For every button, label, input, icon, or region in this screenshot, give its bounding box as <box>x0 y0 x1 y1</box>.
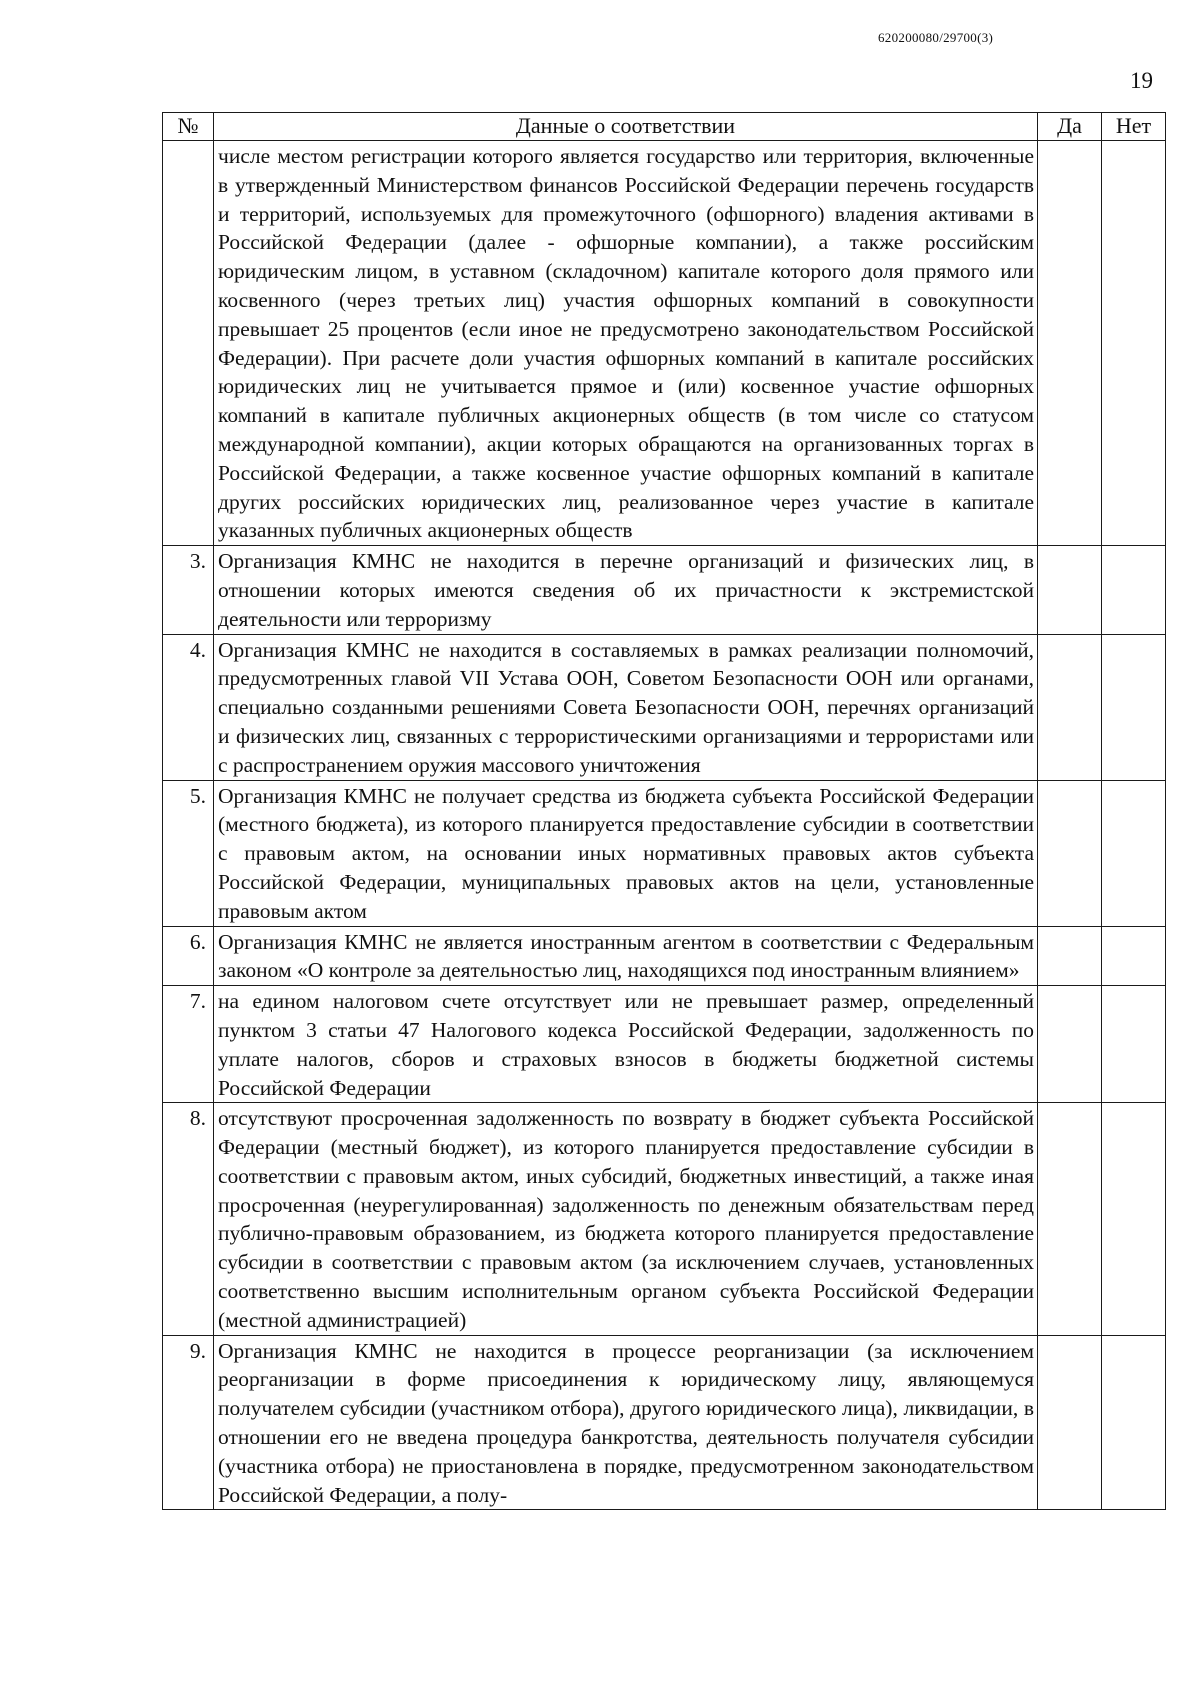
row-text: Организация КМНС не является иностранным агентом в соответствии с Федеральным законом «О контроле за деятельностью лиц, находящихся под иностранным влиянием» <box>214 926 1038 986</box>
yes-cell[interactable] <box>1038 926 1102 986</box>
document-code: 620200080/29700(3) <box>878 30 994 45</box>
row-text: Организация КМНС не находится в составляемых в рамках реализации полномочий, предусмотренных главой VII Устава ООН, Советом Безопасности ООН или органами, специально созданными решениями Совета Безопасности ООН, перечнях организаций и физических лиц, связанных с террористическими организациями и террористами или с распространением оружия массового уничтожения <box>214 634 1038 780</box>
row-number: 9. <box>163 1335 214 1510</box>
row-text: отсутствуют просроченная задолженность по возврату в бюджет субъекта Российской Федерации (местный бюджет), из которого планируется предоставление субсидии в соответствии с правовым актом, иных субсидий, бюджетных инвестиций, а также иная просроченная (неурегулированная) задолженность по денежным обязательствам перед публично-правовым образованием, из бюджета которого планируется предоставление субсидии в соответствии с правовым актом (за исключением случаев, установленных соответственно высшим исполнительным органом субъекта Российской Федерации (местной администрацией) <box>214 1103 1038 1335</box>
yes-cell[interactable] <box>1038 780 1102 926</box>
compliance-table <box>162 112 1166 1510</box>
table-row <box>163 926 1166 986</box>
yes-cell[interactable] <box>1038 634 1102 780</box>
table-row <box>163 634 1166 780</box>
yes-cell[interactable] <box>1038 986 1102 1103</box>
no-cell[interactable] <box>1102 546 1166 634</box>
row-number: 5. <box>163 780 214 926</box>
no-cell[interactable] <box>1102 1103 1166 1335</box>
row-text: числе местом регистрации которого является государство или территория, включенные в утвержденный Министерством финансов Российской Федерации перечень государств и территорий, используемых для промежуточного (офшорного) владения активами в Российской Федерации (далее - офшорные компании), а также российским юридическим лицом, в уставном (складочном) капитале которого доля прямого или косвенного (через третьих лиц) участия офшорных компаний в совокупности превышает 25 процентов (если иное не предусмотрено законодательством Российской Федерации). При расчете доли участия офшорных компаний в капитале российских юридических лиц не учитывается прямое и (или) косвенное участие офшорных компаний в капитале публичных акционерных обществ (в том числе со статусом международной компании), акции которых обращаются на организованных торгах в Российской Федерации, а также косвенное участие офшорных компаний в капитале других российских юридических лиц, реализованное через участие в капитале указанных публичных акционерных обществ <box>214 141 1038 546</box>
table-row <box>163 1335 1166 1510</box>
page-number: 19 <box>1130 68 1153 93</box>
no-cell[interactable] <box>1102 1335 1166 1510</box>
no-cell[interactable] <box>1102 986 1166 1103</box>
row-number: 4. <box>163 634 214 780</box>
table-row <box>163 780 1166 926</box>
no-cell[interactable] <box>1102 141 1166 546</box>
row-text: Организация КМНС не получает средства из бюджета субъекта Российской Федерации (местного бюджета), из которого планируется предоставление субсидии в соответствии с правовым актом, на основании иных нормативных правовых актов субъекта Российской Федерации, муниципальных правовых актов на цели, установленные правовым актом <box>214 780 1038 926</box>
header-number: № <box>163 113 214 141</box>
table-header-row <box>163 113 1166 141</box>
yes-cell[interactable] <box>1038 1103 1102 1335</box>
header-yes: Да <box>1038 113 1102 141</box>
table-row <box>163 546 1166 634</box>
no-cell[interactable] <box>1102 634 1166 780</box>
row-text: на едином налоговом счете отсутствует или не превышает размер, определенный пунктом 3 статьи 47 Налогового кодекса Российской Федерации, задолженность по уплате налогов, сборов и страховых взносов в бюджеты бюджетной системы Российской Федерации <box>214 986 1038 1103</box>
table-row <box>163 1103 1166 1335</box>
header-compliance-data: Данные о соответствии <box>214 113 1038 141</box>
row-text: Организация КМНС не находится в перечне организаций и физических лиц, в отношении которых имеются сведения об их причастности к экстремистской деятельности или терроризму <box>214 546 1038 634</box>
no-cell[interactable] <box>1102 926 1166 986</box>
row-number <box>163 141 214 546</box>
table-row <box>163 986 1166 1103</box>
yes-cell[interactable] <box>1038 546 1102 634</box>
table-row <box>163 141 1166 546</box>
row-number: 8. <box>163 1103 214 1335</box>
row-number: 7. <box>163 986 214 1103</box>
row-number: 3. <box>163 546 214 634</box>
header-no: Нет <box>1102 113 1166 141</box>
no-cell[interactable] <box>1102 780 1166 926</box>
yes-cell[interactable] <box>1038 141 1102 546</box>
row-number: 6. <box>163 926 214 986</box>
yes-cell[interactable] <box>1038 1335 1102 1510</box>
row-text: Организация КМНС не находится в процессе реорганизации (за исключением реорганизации в форме присоединения к юридическому лицу, являющемуся получателем субсидии (участником отбора), другого юридического лица), ликвидации, в отношении его не введена процедура банкротства, деятельность получателя субсидии (участника отбора) не приостановлена в порядке, предусмотренном законодательством Российской Федерации, а полу- <box>214 1335 1038 1510</box>
